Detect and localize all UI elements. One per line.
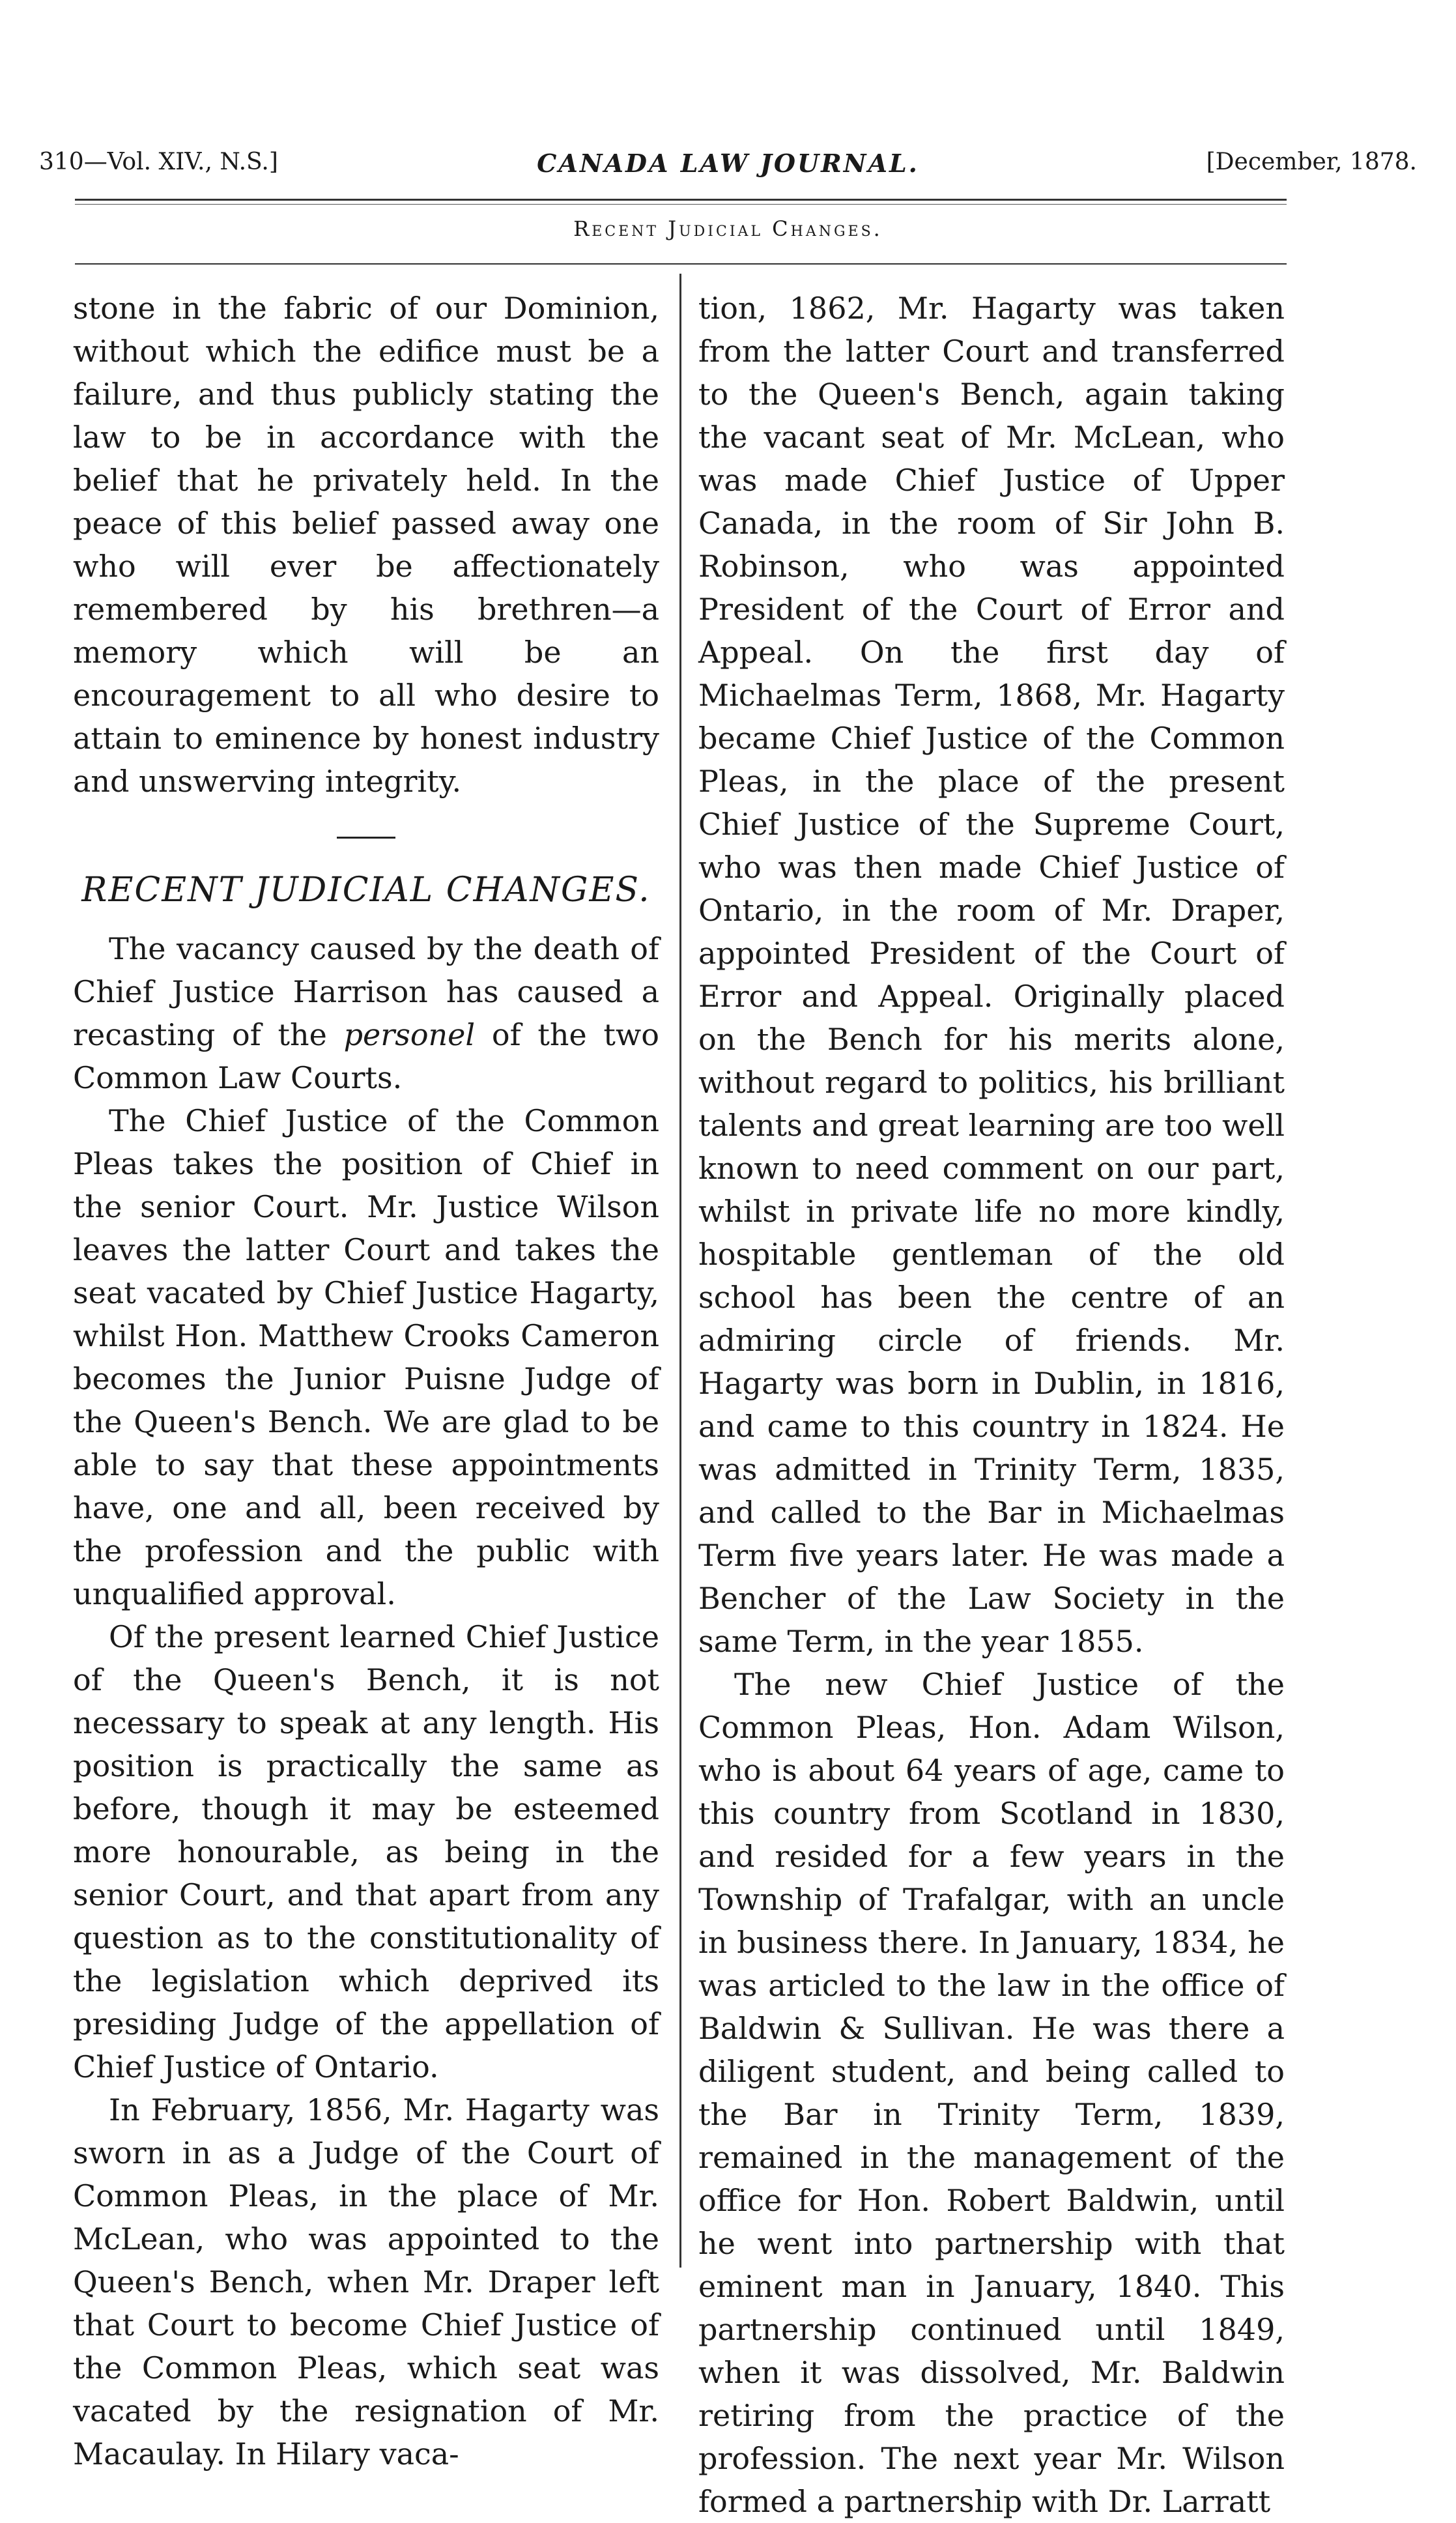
column-divider (679, 274, 681, 2268)
paragraph-continued: tion, 1862, Mr. Hagarty was taken from the latter Court and transferred to the Queen's Bench, again taking the vacant seat of Mr. McLean, who was made Chief Justice of Upper Canada, in the room of Sir John B. Robinson, who was appointed President of the Court of Error and Appeal. On the first day of Michaelmas Term, 1868, Mr. Hagarty became Chief Justice of the Common Pleas, in the place of the present Chief Justice of the Supreme Court, who was then made Chief Justice of Ontario, in the room of Mr. Draper, appointed President of the Court of Error and Appeal. Originally placed on the Bench for his merits alone, without regard to politics, his brilliant talents and great learning are too well known to need comment on our part, whilst in private life no more kindly, hospitable gentleman of the old school has been the centre of an admiring circle of friends. Mr. Hagarty was born in Dublin, in 1816, and came to this country in 1824. He was admitted in Trinity Term, 1835, and called to the Bar in Michaelmas Term five years later. He was made a Bencher of the Law Society in the same Term, in the year 1855. (698, 291, 1285, 1659)
running-header (39, 149, 1417, 188)
text-run: of the two Common Law Courts. (73, 1017, 659, 1095)
page-reference: 310—Vol. XIV., N.S.] (39, 149, 278, 175)
paragraph (73, 927, 659, 1099)
left-column (73, 287, 659, 2475)
italic-term: personel (343, 1017, 476, 1052)
article-title: RECENT JUDICIAL CHANGES. (81, 871, 651, 910)
issue-date: [December, 1878. (1206, 149, 1417, 175)
right-column (698, 287, 1285, 2523)
section-heading: Recent Judicial Changes. (573, 216, 883, 241)
article-separator (337, 837, 395, 839)
journal-title: CANADA LAW JOURNAL. (537, 149, 919, 178)
paragraph: In February, 1856, Mr. Hagarty was sworn in as a Judge of the Court of Common Pleas, in the place of Mr. McLean, who was appointed to the Queen's Bench, when Mr. Draper left that Court to become Chief Justice of the Common Pleas, which seat was vacated by the resignation of Mr. Macaulay. In Hilary vaca- (73, 2092, 659, 2472)
header-rule (75, 199, 1287, 201)
section-rule (75, 263, 1287, 265)
paragraph: Of the present learned Chief Justice of the Queen's Bench, it is not necessary to speak at any length. His position is practically the same as before, though it may be esteemed more honourable, as being in the senior Court, and that apart from any question as to the constitutionality of the legislation which deprived its presiding Judge of the appellation of Chief Justice of Ontario. (73, 1619, 659, 2084)
paragraph: The new Chief Justice of the Common Pleas, Hon. Adam Wilson, who is about 64 years of age, came to this country from Scotland in 1830, and resided for a few years in the Township of Trafalgar, with an uncle in business there. In January, 1834, he was articled to the law in the office of Baldwin & Sullivan. He was there a diligent student, and being called to the Bar in Trinity Term, 1839, remained in the management of the office for Hon. Robert Baldwin, until he went into partnership with that eminent man in January, 1840. This partnership continued until 1849, when it was dissolved, Mr. Baldwin retiring from the practice of the profession. The next year Mr. Wilson formed a partnership with Dr. Larratt (698, 1667, 1285, 2519)
header-rule-thin (75, 204, 1287, 205)
paragraph-continued: stone in the fabric of our Dominion, without which the edifice must be a failure, and thus publicly stating the law to be in accordance with the belief that he privately held. In the peace of this belief passed away one who will ever be affectionately remembered by his brethren—a memory which will be an encouragement to all who desire to attain to eminence by honest industry and unswerving integrity. (73, 291, 659, 799)
text-run: The vacancy caused by the death of Chief Justice Harrison has caused a recasting of the (73, 931, 659, 1052)
paragraph: The Chief Justice of the Common Pleas takes the position of Chief in the senior Court. Mr. Justice Wilson leaves the latter Court and takes the seat vacated by Chief Justice Hagarty, whilst Hon. Matthew Crooks Cameron becomes the Junior Puisne Judge of the Queen's Bench. We are glad to be able to say that these appointments have, one and all, been received by the profession and the public with unqualified approval. (73, 1103, 659, 1611)
